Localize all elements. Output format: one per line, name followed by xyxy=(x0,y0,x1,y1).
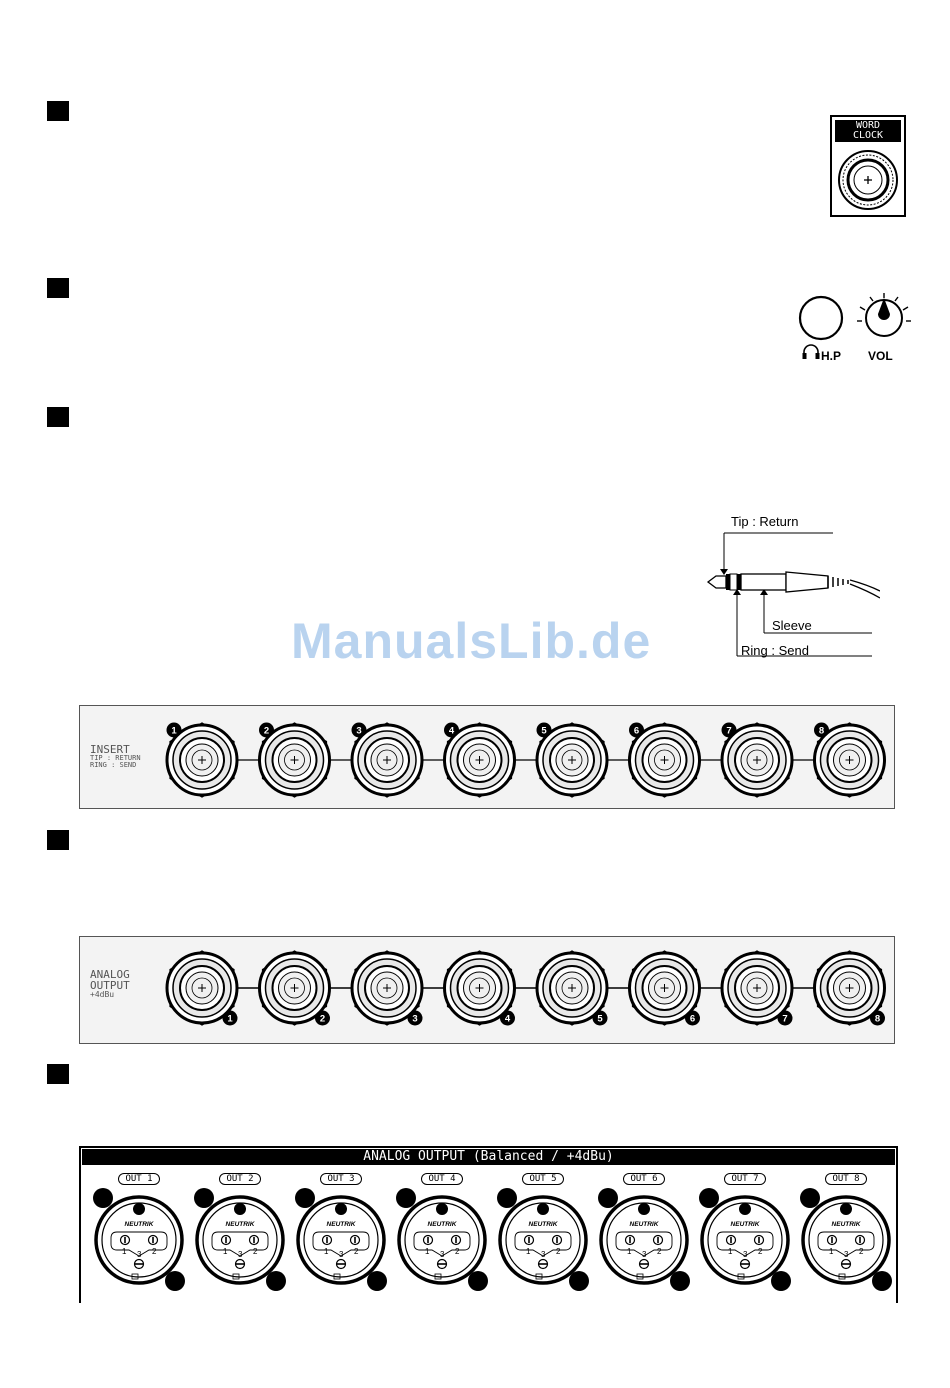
xlr-pin-3-label: 3 xyxy=(339,1250,344,1259)
headphone-icon xyxy=(801,344,821,360)
xlr-output-panel xyxy=(79,1146,898,1303)
xlr-connectors xyxy=(81,1168,892,1300)
sleeve-label: Sleeve xyxy=(772,618,812,633)
analog-output-jack-number: 2 xyxy=(319,1013,326,1025)
insert-jack-8[interactable] xyxy=(814,723,885,798)
insert-jack-number: 3 xyxy=(356,725,362,737)
analog-output-jack-number: 8 xyxy=(874,1013,881,1025)
insert-label-line3: RING : SEND xyxy=(90,761,137,769)
xlr-brand-label: NEUTRIK xyxy=(225,1221,255,1228)
xlr-output-label: OUT 6 xyxy=(623,1173,664,1185)
section-marker-1 xyxy=(47,101,69,121)
xlr-pin-2-label: 2 xyxy=(253,1247,258,1256)
xlr-pin-2-label: 2 xyxy=(758,1247,763,1256)
analog-output-panel xyxy=(79,936,895,1044)
analog-output-jack-5[interactable] xyxy=(537,951,608,1026)
insert-jack-number: 7 xyxy=(726,725,732,737)
insert-jack-6[interactable] xyxy=(629,723,700,798)
xlr-panel-title: ANALOG OUTPUT (Balanced / +4dBu) xyxy=(363,1149,614,1164)
analog-output-label-line3: +4dBu xyxy=(90,990,115,999)
xlr-output-2[interactable] xyxy=(190,1168,290,1300)
xlr-pin-1-label: 1 xyxy=(627,1247,632,1256)
xlr-pin-2-label: 2 xyxy=(556,1247,561,1256)
analog-output-jack-number: 6 xyxy=(689,1013,696,1025)
insert-jack-number: 5 xyxy=(541,725,547,737)
xlr-output-label: OUT 5 xyxy=(522,1173,563,1185)
analog-output-jacks xyxy=(80,937,894,1043)
xlr-pin-2-label: 2 xyxy=(657,1247,662,1256)
analog-output-jack-number: 4 xyxy=(504,1013,511,1025)
insert-jack-number: 4 xyxy=(448,725,455,737)
insert-label-line1: INSERT xyxy=(90,743,130,756)
xlr-output-7[interactable] xyxy=(695,1168,795,1300)
xlr-pin-3-label: 3 xyxy=(238,1250,243,1259)
insert-jack-7[interactable] xyxy=(722,723,793,798)
xlr-output-label: OUT 1 xyxy=(118,1173,159,1185)
xlr-pin-1-label: 1 xyxy=(526,1247,531,1256)
xlr-connector-icon xyxy=(291,1182,391,1300)
insert-panel xyxy=(79,705,895,809)
xlr-pin-3-label: 3 xyxy=(844,1250,849,1259)
volume-knob-icon[interactable] xyxy=(855,290,913,346)
xlr-brand-label: NEUTRIK xyxy=(730,1221,760,1228)
insert-jack-3[interactable] xyxy=(352,723,423,798)
xlr-connector-icon xyxy=(190,1182,290,1300)
xlr-pin-1-label: 1 xyxy=(425,1247,430,1256)
xlr-pin-2-label: 2 xyxy=(354,1247,359,1256)
insert-label-line2: TIP : RETURN xyxy=(90,754,141,762)
headphone-label: H.P xyxy=(821,349,842,363)
xlr-pin-1-label: 1 xyxy=(122,1247,127,1256)
word-clock-title xyxy=(835,120,901,142)
watermark: ManualsLib.de xyxy=(291,613,652,669)
xlr-connector-icon xyxy=(493,1182,593,1300)
insert-jack-4[interactable] xyxy=(444,723,515,798)
xlr-panel-title-bar xyxy=(82,1149,895,1165)
tip-label: Tip : Return xyxy=(731,514,799,529)
analog-output-jack-6[interactable] xyxy=(630,951,701,1026)
analog-output-jack-4[interactable] xyxy=(445,951,516,1026)
section-marker-3 xyxy=(47,407,69,427)
xlr-connector-icon xyxy=(392,1182,492,1300)
insert-jack-number: 1 xyxy=(171,725,177,737)
xlr-brand-label: NEUTRIK xyxy=(831,1221,861,1228)
xlr-pin-3-label: 3 xyxy=(440,1250,445,1259)
xlr-connector-icon xyxy=(695,1182,795,1300)
analog-output-jack-3[interactable] xyxy=(352,951,423,1026)
analog-output-jack-7[interactable] xyxy=(722,951,793,1026)
analog-output-jack-number: 3 xyxy=(412,1013,418,1025)
xlr-output-6[interactable] xyxy=(594,1168,694,1300)
xlr-pin-2-label: 2 xyxy=(152,1247,157,1256)
analog-output-jack-number: 7 xyxy=(782,1013,788,1025)
section-marker-5 xyxy=(47,1064,69,1084)
xlr-brand-label: NEUTRIK xyxy=(629,1221,659,1228)
xlr-output-label: OUT 2 xyxy=(219,1173,260,1185)
bnc-connector-icon xyxy=(832,142,904,212)
xlr-pin-3-label: 3 xyxy=(137,1250,142,1259)
xlr-output-3[interactable] xyxy=(291,1168,391,1300)
xlr-output-label: OUT 7 xyxy=(724,1173,765,1185)
xlr-output-label: OUT 8 xyxy=(825,1173,866,1185)
xlr-connector-icon xyxy=(796,1182,896,1300)
headphone-jack-icon xyxy=(796,292,846,344)
analog-output-jack-number: 5 xyxy=(597,1013,603,1025)
xlr-output-1[interactable] xyxy=(89,1168,189,1300)
analog-output-jack-1[interactable] xyxy=(167,951,238,1026)
insert-jack-number: 8 xyxy=(818,725,825,737)
xlr-pin-1-label: 1 xyxy=(324,1247,329,1256)
xlr-output-5[interactable] xyxy=(493,1168,593,1300)
analog-output-jack-number: 1 xyxy=(227,1013,233,1025)
xlr-pin-1-label: 1 xyxy=(829,1247,834,1256)
insert-jack-number: 2 xyxy=(263,725,270,737)
volume-label: VOL xyxy=(868,349,893,363)
insert-jack-5[interactable] xyxy=(537,723,608,798)
xlr-pin-3-label: 3 xyxy=(743,1250,748,1259)
section-marker-2 xyxy=(47,278,69,298)
xlr-pin-2-label: 2 xyxy=(859,1247,864,1256)
xlr-brand-label: NEUTRIK xyxy=(528,1221,558,1228)
analog-output-label-line1: ANALOG xyxy=(90,968,130,981)
xlr-output-4[interactable] xyxy=(392,1168,492,1300)
xlr-brand-label: NEUTRIK xyxy=(427,1221,457,1228)
analog-output-jack-2[interactable] xyxy=(260,951,331,1026)
xlr-pin-3-label: 3 xyxy=(541,1250,546,1259)
xlr-pin-3-label: 3 xyxy=(642,1250,647,1259)
xlr-connector-icon xyxy=(89,1182,189,1300)
section-marker-4 xyxy=(47,830,69,850)
word-clock-title-line1: WORD xyxy=(855,120,881,131)
xlr-output-label: OUT 3 xyxy=(320,1173,361,1185)
ring-label: Ring : Send xyxy=(741,643,809,658)
insert-jack-number: 6 xyxy=(633,725,640,737)
insert-jacks xyxy=(80,706,894,808)
xlr-brand-label: NEUTRIK xyxy=(326,1221,356,1228)
xlr-output-8[interactable] xyxy=(796,1168,896,1300)
xlr-pin-1-label: 1 xyxy=(728,1247,733,1256)
insert-jack-2[interactable] xyxy=(259,723,330,798)
xlr-output-label: OUT 4 xyxy=(421,1173,462,1185)
insert-jack-1[interactable] xyxy=(167,723,238,798)
xlr-connector-icon xyxy=(594,1182,694,1300)
analog-output-label-line2: OUTPUT xyxy=(90,979,130,992)
xlr-pin-2-label: 2 xyxy=(455,1247,460,1256)
xlr-pin-1-label: 1 xyxy=(223,1247,228,1256)
xlr-brand-label: NEUTRIK xyxy=(124,1221,154,1228)
word-clock-panel xyxy=(830,115,906,217)
analog-output-jack-8[interactable] xyxy=(815,951,886,1026)
word-clock-title-line2: CLOCK xyxy=(852,130,884,141)
